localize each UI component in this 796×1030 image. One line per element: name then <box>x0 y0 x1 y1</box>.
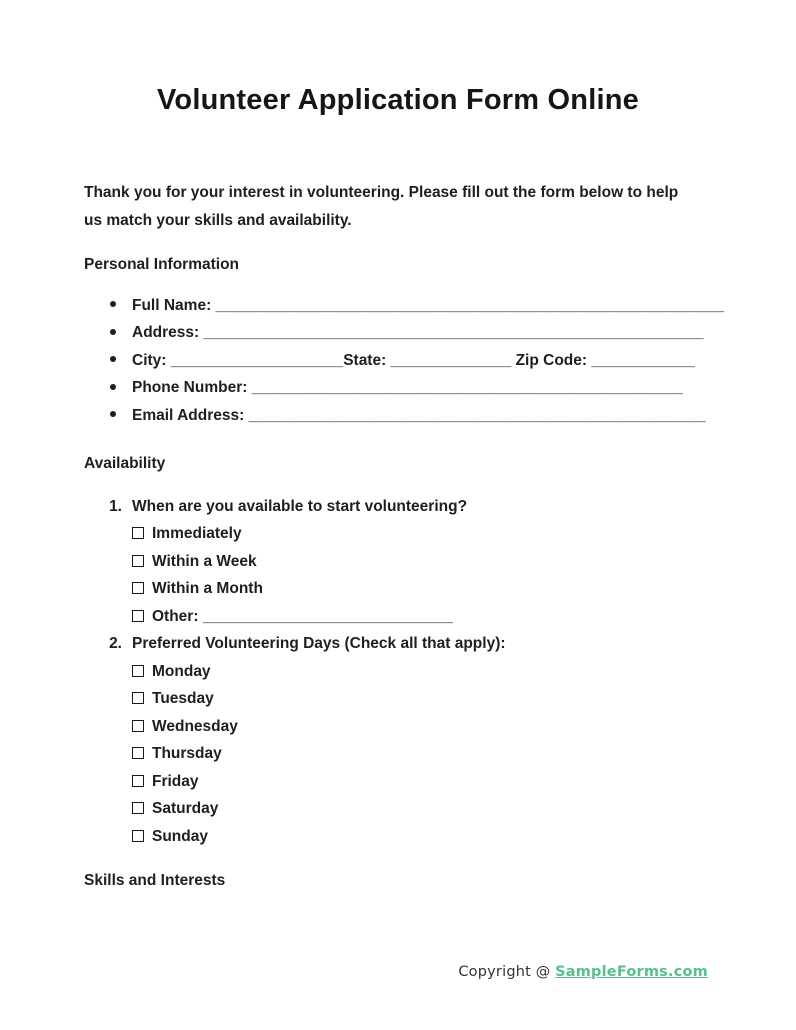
question-1-row <box>84 493 796 521</box>
checkbox-icon[interactable] <box>132 775 144 787</box>
question-1-text: When are you available to start volunteering? <box>132 497 468 515</box>
personal-info-field-list <box>0 292 796 430</box>
checkbox-icon[interactable] <box>132 665 144 677</box>
option-label-wednesday: Wednesday <box>152 717 238 735</box>
bullet-icon <box>110 301 116 307</box>
checkbox-row-within-a-week <box>84 548 796 576</box>
option-label-sunday: Sunday <box>152 827 208 845</box>
option-label-monday: Monday <box>152 662 211 680</box>
intro-line-2: us match your skills and availability. <box>84 211 352 229</box>
address-blank-line[interactable]: __________________________________________________________ <box>203 324 704 341</box>
checkbox-row-sunday <box>84 823 796 851</box>
question-2-text: Preferred Volunteering Days (Check all that apply): <box>132 635 506 652</box>
option-label-immediately: Immediately <box>152 525 242 542</box>
availability-question-list <box>0 493 796 851</box>
email-address-blank-line[interactable]: _____________________________________________________ <box>248 406 706 424</box>
field-row-address <box>84 319 796 347</box>
state-label: State: <box>343 351 387 369</box>
zip-code-blank-line[interactable]: ____________ <box>591 351 695 369</box>
checkbox-row-wednesday <box>84 713 796 741</box>
other-blank-line[interactable]: _____________________________ <box>202 607 453 625</box>
footer <box>458 960 708 984</box>
sampleforms-link[interactable]: SampleForms.com <box>555 964 708 980</box>
option-label-thursday: Thursday <box>152 745 222 762</box>
phone-number-blank-line[interactable]: __________________________________________________ <box>251 379 683 396</box>
section-heading-personal-information: Personal Information <box>84 256 240 273</box>
bullet-icon <box>110 384 116 390</box>
checkbox-row-other <box>84 603 796 631</box>
checkbox-icon[interactable] <box>132 555 144 567</box>
bullet-icon <box>110 329 116 335</box>
city-blank-line[interactable]: ____________________ <box>170 351 344 369</box>
intro-text <box>84 179 712 234</box>
section-heading-skills-and-interests: Skills and Interests <box>84 872 226 889</box>
option-label-within-a-week: Within a Week <box>152 552 257 570</box>
field-row-email-address <box>84 402 796 430</box>
question-2-number: 2. <box>109 635 122 652</box>
bullet-icon <box>110 411 116 417</box>
page-title: Volunteer Application Form Online <box>157 84 639 116</box>
address-label: Address: <box>132 324 200 341</box>
full-name-blank-line[interactable]: ___________________________________________________________ <box>215 296 725 314</box>
checkbox-icon[interactable] <box>132 582 144 594</box>
checkbox-row-within-a-month <box>84 575 796 603</box>
city-label: City: <box>132 351 167 369</box>
phone-number-label: Phone Number: <box>132 379 248 396</box>
option-label-within-a-month: Within a Month <box>152 580 263 597</box>
email-address-label: Email Address: <box>132 406 245 424</box>
bullet-icon <box>110 356 116 362</box>
zip-code-label: Zip Code: <box>515 351 588 369</box>
field-row-city-state-zip <box>84 347 796 375</box>
intro-line-1: Thank you for your interest in volunteering. Please fill out the form below to help <box>84 184 679 201</box>
checkbox-row-immediately <box>84 520 796 548</box>
question-1-number: 1. <box>109 497 122 515</box>
option-label-saturday: Saturday <box>152 800 219 817</box>
checkbox-icon[interactable] <box>132 720 144 732</box>
checkbox-row-monday <box>84 658 796 686</box>
checkbox-icon[interactable] <box>132 830 144 842</box>
option-label-friday: Friday <box>152 772 199 790</box>
checkbox-row-friday <box>84 768 796 796</box>
checkbox-icon[interactable] <box>132 747 144 759</box>
checkbox-icon[interactable] <box>132 527 144 539</box>
checkbox-icon[interactable] <box>132 802 144 814</box>
section-heading-availability: Availability <box>84 455 166 472</box>
full-name-label: Full Name: <box>132 296 212 314</box>
option-label-tuesday: Tuesday <box>152 690 214 707</box>
checkbox-icon[interactable] <box>132 610 144 622</box>
checkbox-row-thursday <box>84 740 796 768</box>
checkbox-row-tuesday <box>84 685 796 713</box>
checkbox-icon[interactable] <box>132 692 144 704</box>
field-row-full-name <box>84 292 796 320</box>
other-label: Other: <box>152 607 199 625</box>
field-row-phone-number <box>84 374 796 402</box>
state-blank-line[interactable]: ______________ <box>390 351 512 369</box>
checkbox-row-saturday <box>84 795 796 823</box>
question-2-row <box>84 630 796 658</box>
copyright-text: Copyright @ <box>458 964 551 980</box>
